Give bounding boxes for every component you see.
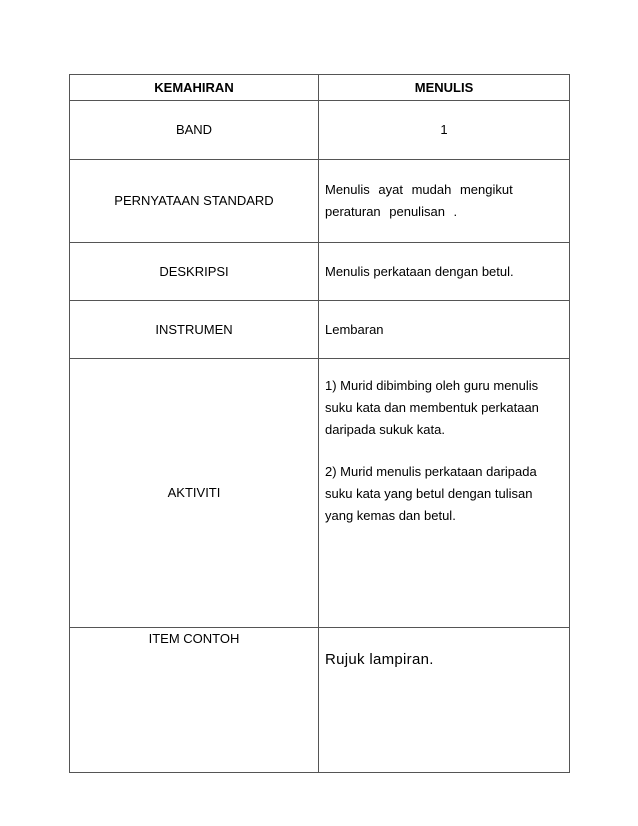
item-contoh-label: ITEM CONTOH	[70, 628, 319, 773]
deskripsi-label: DESKRIPSI	[70, 243, 319, 301]
pernyataan-value	[319, 160, 570, 243]
aktiviti-label: AKTIVITI	[70, 359, 319, 628]
instrumen-label: INSTRUMEN	[70, 301, 319, 359]
band-value: 1	[319, 101, 570, 160]
deskripsi-value: Menulis perkataan dengan betul.	[319, 243, 570, 301]
table-row-pernyataan-standard	[70, 160, 570, 243]
item-contoh-value: Rujuk lampiran.	[319, 628, 570, 773]
header-kemahiran: KEMAHIRAN	[70, 75, 319, 101]
table-row-item-contoh	[70, 628, 570, 773]
aktiviti-value	[319, 359, 570, 628]
table-row-instrumen	[70, 301, 570, 359]
aktiviti-item-1: 1) Murid dibimbing oleh guru menulis suku kata dan membentuk perkataan daripada sukuk kata.	[325, 378, 539, 437]
aktiviti-item-2: 2) Murid menulis perkataan daripada suku kata yang betul dengan tulisan yang kemas dan betul.	[325, 464, 537, 523]
header-menulis: MENULIS	[319, 75, 570, 101]
aktiviti-spacer	[325, 441, 563, 461]
table-row-band	[70, 101, 570, 160]
pernyataan-line-2: peraturan penulisan .	[325, 204, 458, 219]
instrumen-value: Lembaran	[319, 301, 570, 359]
rubric-table	[69, 74, 570, 773]
pernyataan-label: PERNYATAAN STANDARD	[70, 160, 319, 243]
table-row-deskripsi	[70, 243, 570, 301]
table-row-aktiviti	[70, 359, 570, 628]
band-label: BAND	[70, 101, 319, 160]
table-header-row	[70, 75, 570, 101]
pernyataan-line-1: Menulis ayat mudah mengikut	[325, 182, 513, 197]
